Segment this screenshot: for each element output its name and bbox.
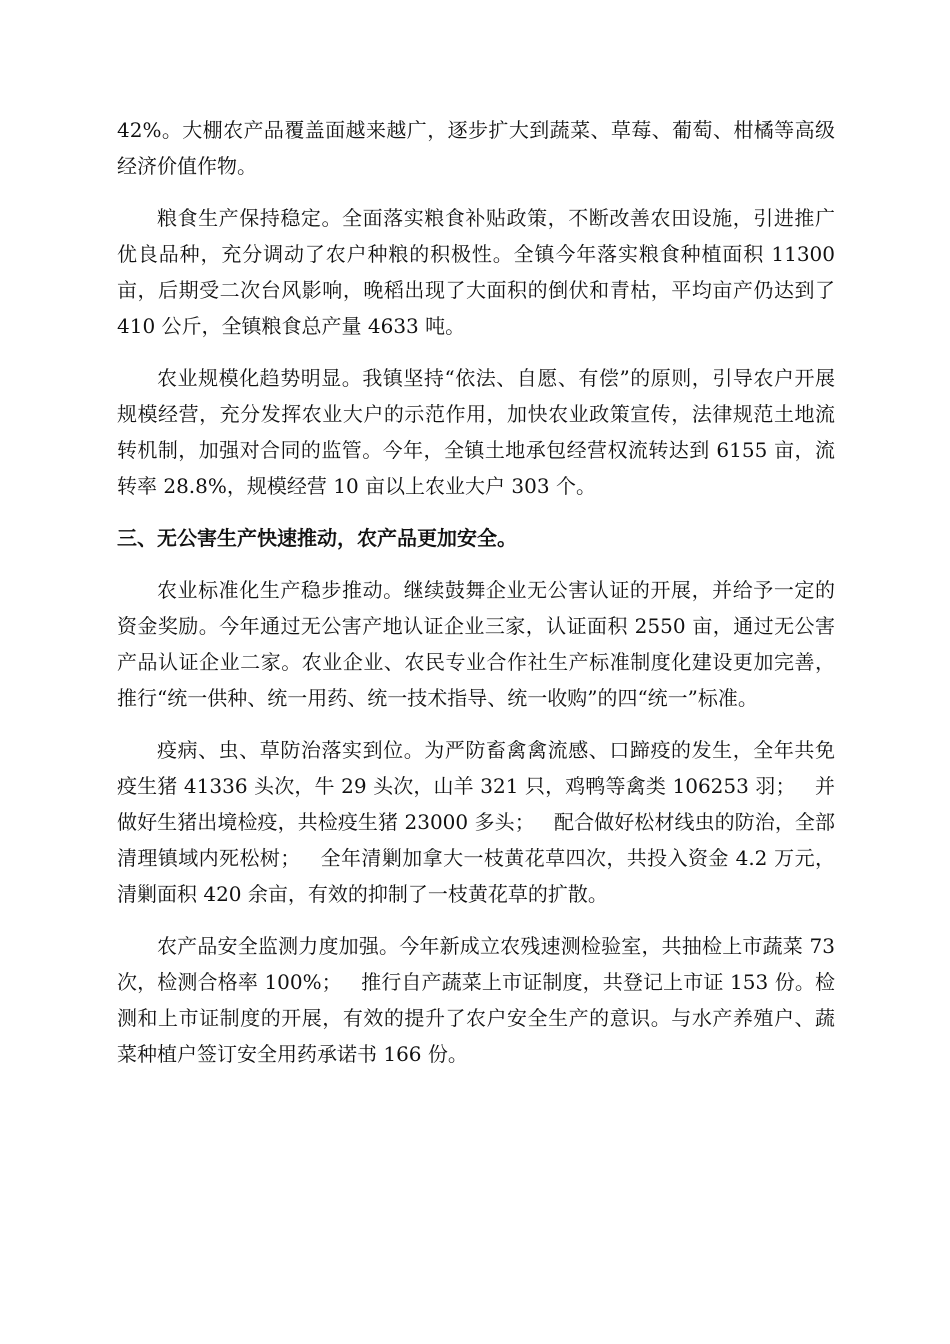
paragraph-scale-farming: 农业规模化趋势明显。我镇坚持“依法、自愿、有偿”的原则，引导农户开展规模经营，充分发挥农业大户的示范作用，加快农业政策宣传，法律规范土地流转机制，加强对合同的监管。今年，全镇土地承包经营权流转达到 6155 亩，流转率 28.8%，规模经营 10 亩以上农业大户 303 个。 [117,366,835,498]
paragraph-disease-prevention: 疫病、虫、草防治落实到位。为严防畜禽禽流感、口蹄疫的发生，全年共免疫生猪 41336 头次，牛 29 头次，山羊 321 只，鸡鸭等禽类 106253 羽； 并做好生猪出境检疫，共检疫生猪 23000 多头； 配合做好松材线虫的防治，全部清理镇域内死松树； 全年清剿加拿大一枝黄花草四次，共投入资金 4.2 万元，清剿面积 420 余亩，有效的抑制了一枝黄花草的扩散。 [117,738,835,906]
document-page [117,112,842,1072]
paragraph-grain-production: 粮食生产保持稳定。全面落实粮食补贴政策，不断改善农田设施，引进推广优良品种，充分调动了农户种粮的积极性。全镇今年落实粮食种植面积 11300 亩，后期受二次台风影响，晚稻出现了大面积的倒伏和青枯，平均亩产仍达到了 410 公斤，全镇粮食总产量 4633 吨。 [117,206,842,338]
section-heading-pollution-free: 三、无公害生产快速推动，农产品更加安全。 [117,526,517,550]
paragraph-safety-monitoring: 农产品安全监测力度加强。今年新成立农残速测检验室，共抽检上市蔬菜 73 次，检测合格率 100%； 推行自产蔬菜上市证制度，共登记上市证 153 份。检测和上市证制度的开展，有效的提升了农户安全生产的意识。与水产养殖户、蔬菜种植户签订安全用药承诺书 166 份。 [117,934,842,1066]
paragraph-greenhouse-continuation: 42%。大棚农产品覆盖面越来越广，逐步扩大到蔬菜、草莓、葡萄、柑橘等高级经济价值作物。 [117,118,835,178]
paragraph-standardization: 农业标准化生产稳步推动。继续鼓舞企业无公害认证的开展，并给予一定的资金奖励。今年通过无公害产地认证企业三家，认证面积 2550 亩，通过无公害产品认证企业二家。农业企业、农民专业合作社生产标准制度化建设更加完善，推行“统一供种、统一用药、统一技术指导、统一收购”的四“统一”标准。 [117,578,835,710]
